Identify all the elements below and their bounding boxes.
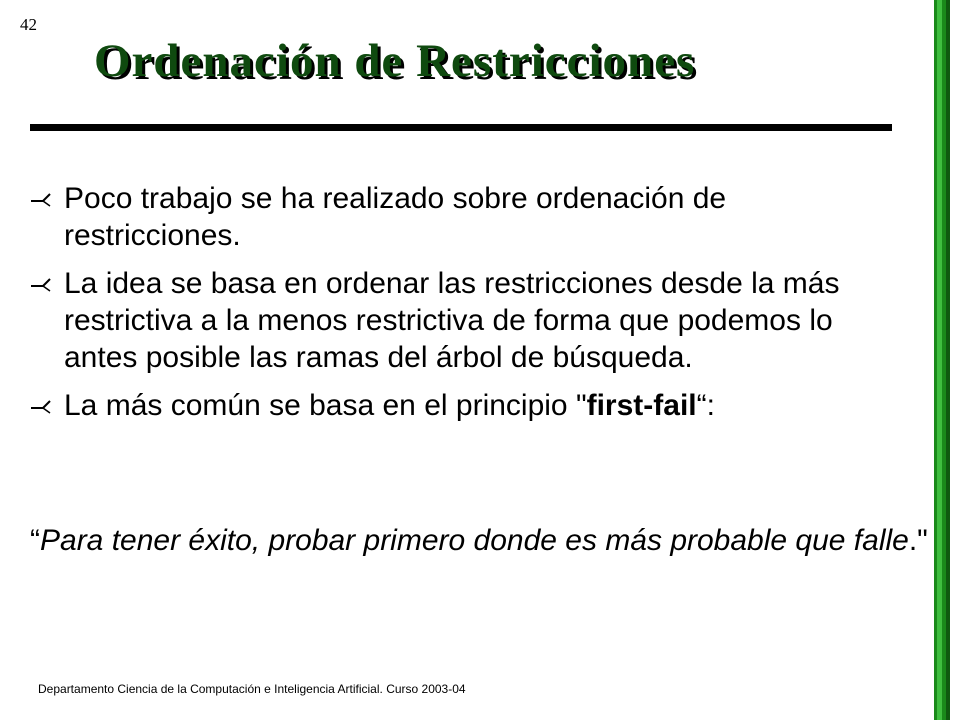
bullet-text-before: La más común se basa en el principio " [64,389,587,422]
bullet-item [30,387,910,424]
quote-close-mark: ." [908,524,928,557]
title-divider [30,124,892,131]
bullet-item [30,180,910,254]
bullet-arrow-icon [30,193,52,207]
bullet-arrow-icon [30,400,52,414]
quote-open-mark: “ [30,524,40,557]
bullet-text: Poco trabajo se ha realizado sobre ordenación de restricciones. [64,182,727,252]
slide-title: Ordenación de Restricciones [94,35,696,87]
bullet-text-after: “: [696,389,715,422]
bullet-item [30,265,910,376]
bullet-bold-term: first-fail [586,389,697,422]
bullet-arrow-icon [30,278,52,292]
footer: Departamento Ciencia de la Computación e Inteligencia Artificial. Curso 2003-04 [38,682,466,696]
bullet-text: La idea se basa en ordenar las restricciones desde la más restrictiva a la menos restrictiva de forma que podemos lo antes posible las ramas del árbol de búsqueda. [64,267,840,374]
quote [30,522,944,559]
quote-text: Para tener éxito, probar primero donde es más probable que falle [40,524,909,557]
page-number: 42 [20,15,37,34]
side-decoration-bar [934,0,950,720]
bullet-list [30,180,910,435]
